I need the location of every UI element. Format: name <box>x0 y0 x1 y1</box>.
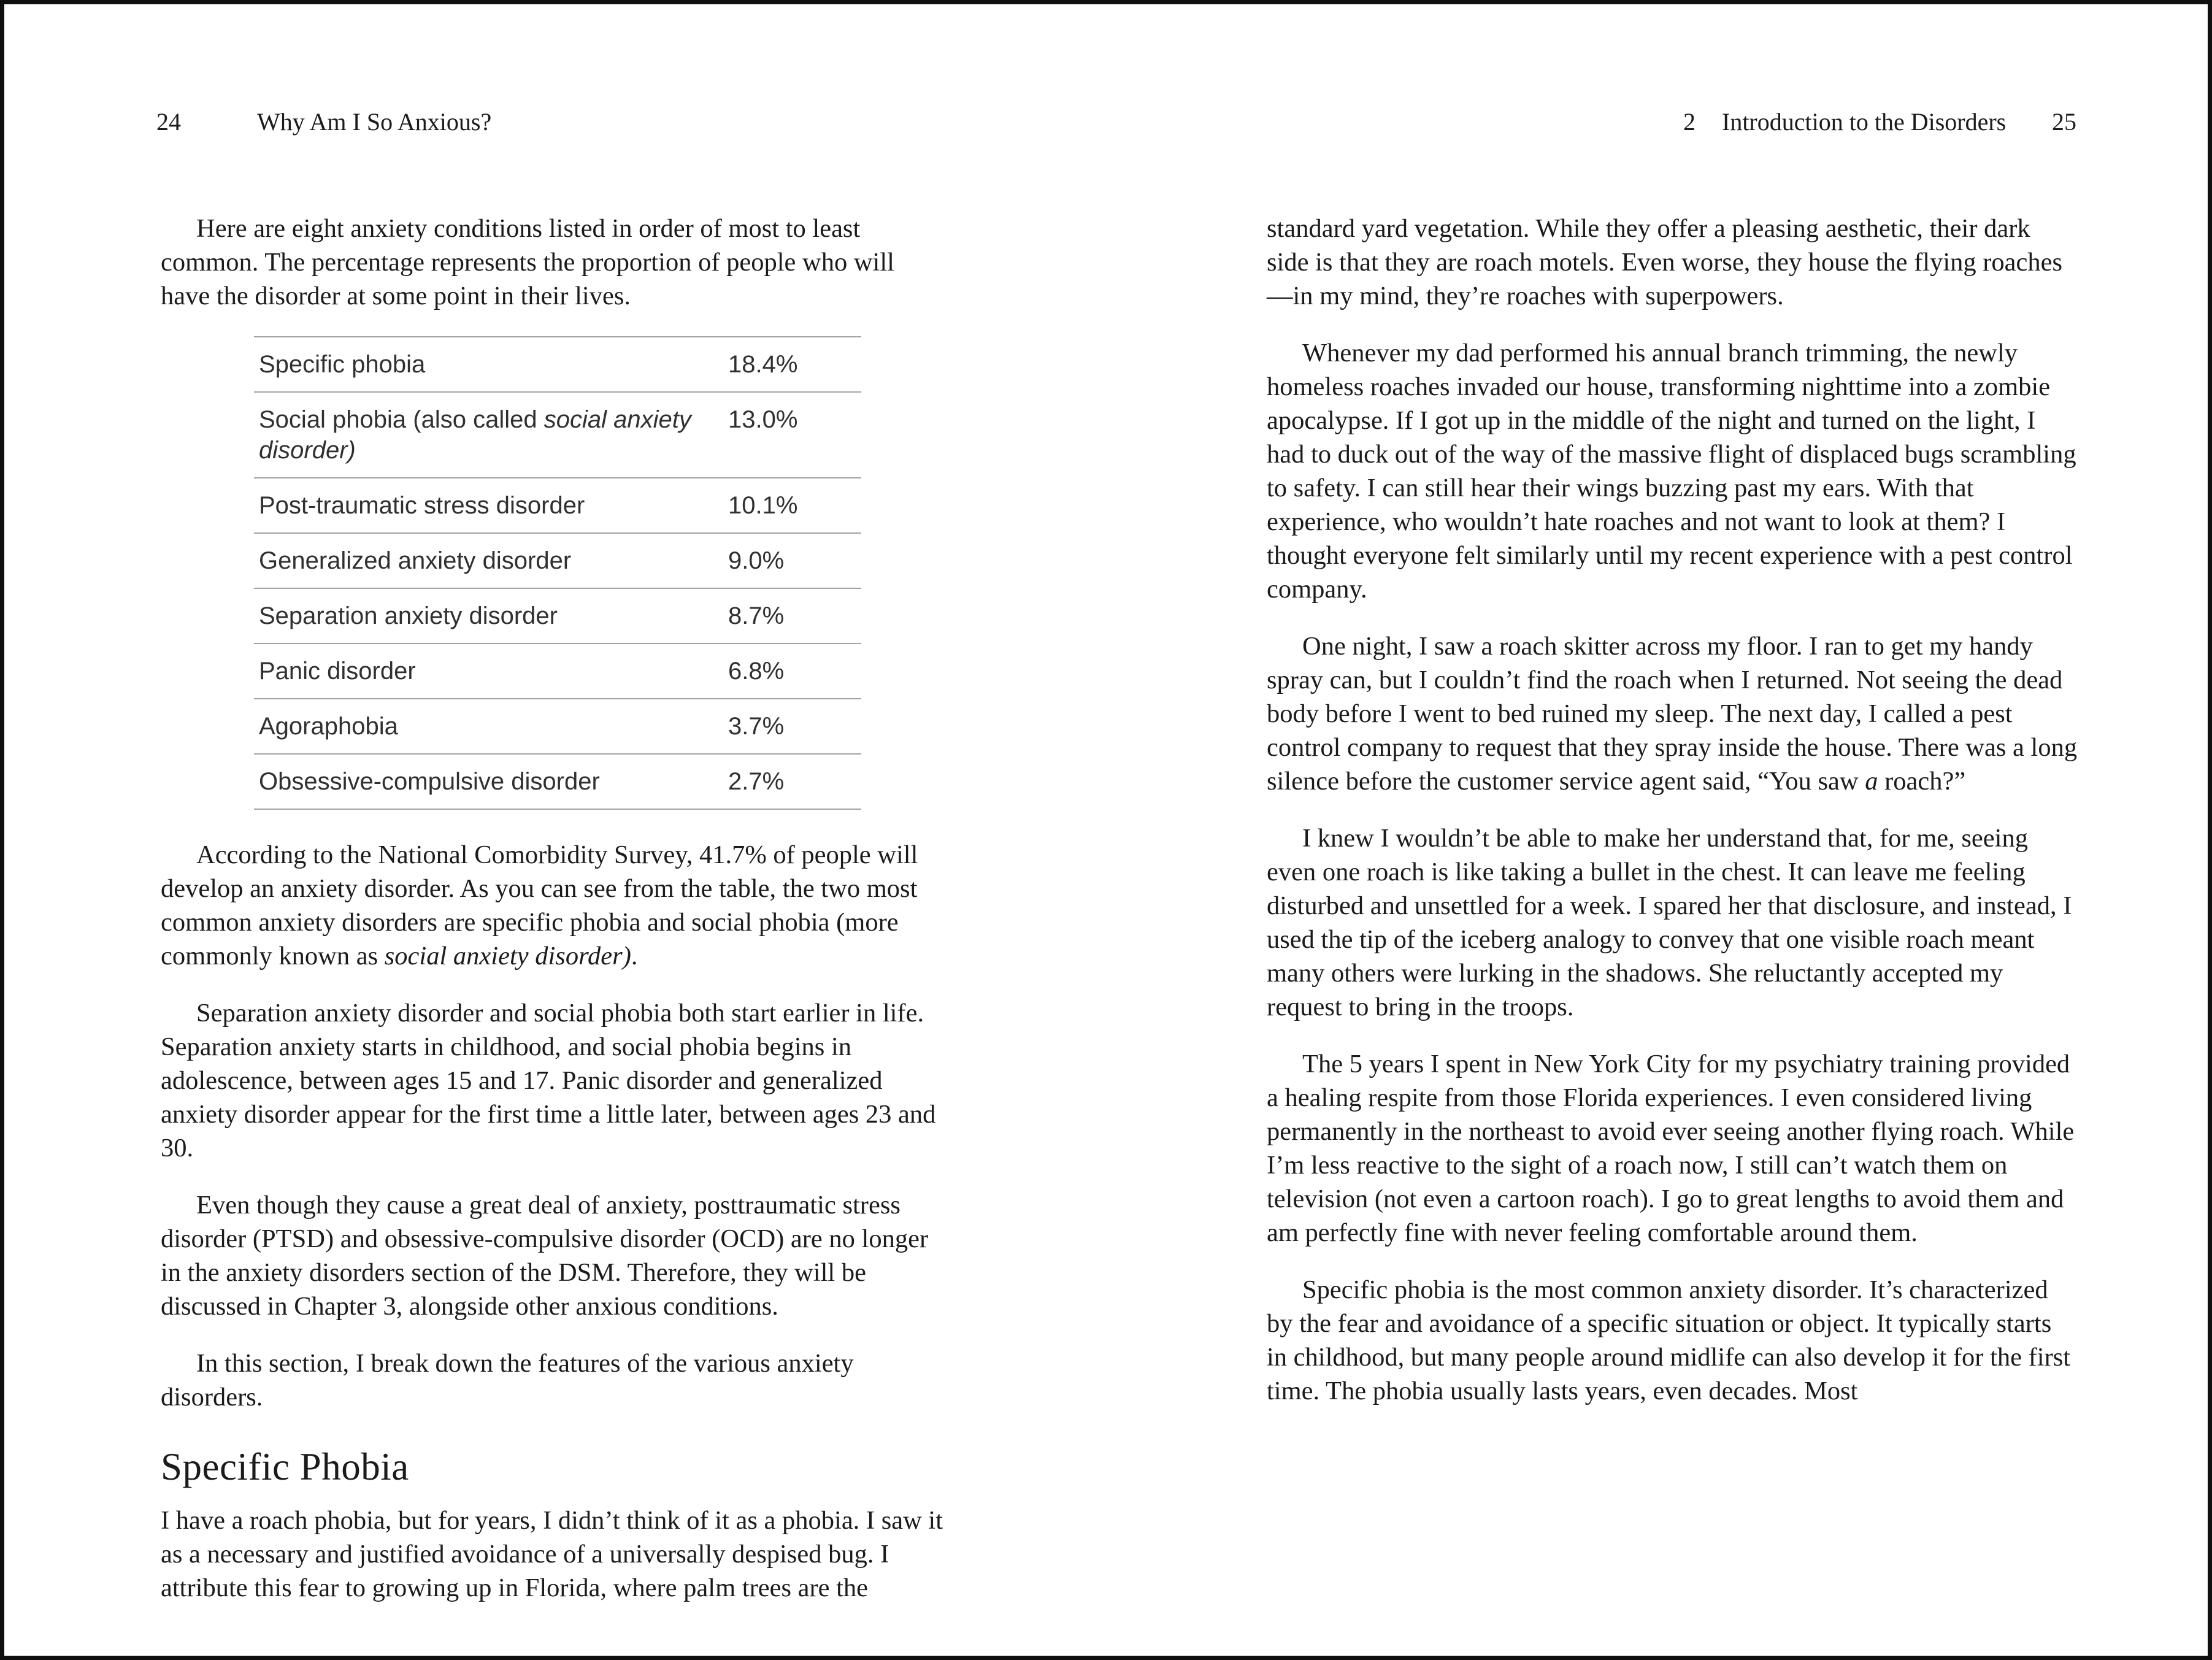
right-page-text-column <box>1267 212 2078 1408</box>
paragraph-according <box>161 838 947 973</box>
right-page-number: 25 <box>2052 108 2076 136</box>
chapter-number: 2 <box>1683 108 1695 136</box>
paragraph-segment: According to the National Comorbidity Survey, 41.7% of people will develop an anxiety disorder. As you can see from the table, the two most common anxiety disorders are specific phobia and social phobia (more commonly known as <box>161 840 918 970</box>
paragraph-separation: Separation anxiety disorder and social phobia both start earlier in life. Separation anxiety starts in childhood, and social phobia begins in adolescence, between ages 15 and 17. Panic disorder and generalized anxiety disorder appear for the first time a little later, between ages 23 and 30. <box>161 999 936 1162</box>
table-row <box>254 478 861 533</box>
table-cell-disorder: Specific phobia <box>259 351 426 378</box>
section-heading-specific-phobia: Specific Phobia <box>161 1445 409 1488</box>
left-page-number: 24 <box>156 108 181 136</box>
table-cell-disorder: Social phobia (also called social anxiety disorder) <box>259 406 691 464</box>
table-cell-percentage: 9.0% <box>728 547 785 574</box>
right-running-head: Introduction to the Disorders <box>1722 108 2007 136</box>
paragraph-segment-italic: a <box>1865 767 1878 796</box>
table-row <box>254 754 861 809</box>
table-cell-percentage: 2.7% <box>728 768 785 795</box>
table-row <box>254 699 861 754</box>
paragraph-intro: Here are eight anxiety conditions listed in order of most to least common. The percentage represents the proportion of people who will have the disorder at some point in their lives. <box>161 214 894 310</box>
paragraph-whenever: Whenever my dad performed his annual branch trimming, the newly homeless roaches invaded our house, transforming nighttime into a zombie apocalypse. If I got up in the middle of the night and turned on the light, I had to duck out of the way of the massive flight of displaced bugs scrambling to safety. I can still hear their wings buzzing past my ears. With that experience, who wouldn’t hate roaches and not want to look at them? I thought everyone felt similarly until my recent experience with a pest control company. <box>1267 339 2076 604</box>
table-row <box>254 644 861 699</box>
paragraph-five-years: The 5 years I spent in New York City for my psychiatry training provided a healing respite from those Florida experiences. I even considered living permanently in the northeast to avoid ever seeing another flying roach. While I’m less reactive to the sight of a roach now, I still can’t watch them on television (not even a cartoon roach). I go to great lengths to avoid them and am perfectly fine with never feeling comfortable around them. <box>1267 1050 2075 1247</box>
table-cell-disorder: Separation anxiety disorder <box>259 602 558 629</box>
table-cell-percentage: 8.7% <box>728 602 785 629</box>
paragraph-in-this-section: In this section, I break down the features of the various anxiety disorders. <box>161 1349 854 1412</box>
paragraph-segment: . <box>631 942 638 970</box>
table-row <box>254 392 861 478</box>
left-page-text-column <box>161 212 947 1605</box>
paragraph-segment: roach?” <box>1878 767 1966 796</box>
table-row <box>254 533 861 588</box>
table-row <box>254 337 861 392</box>
table-row <box>254 588 861 644</box>
table-cell-disorder: Obsessive-compulsive disorder <box>259 768 600 795</box>
paragraph-standard-yard: standard yard vegetation. While they offer a pleasing aesthetic, their dark side is that they are roach motels. Even worse, they house the flying roaches—in my mind, they’re roaches with superpowers. <box>1267 214 2063 310</box>
paragraph-even-though: Even though they cause a great deal of anxiety, posttraumatic stress disorder (PTSD) and obsessive-compulsive disorder (OCD) are no longer in the anxiety disorders section of the DSM. Therefore, they will be discussed in Chapter 3, alongside other anxious conditions. <box>161 1191 929 1321</box>
table-cell-disorder: Generalized anxiety disorder <box>259 547 572 574</box>
paragraph-specific-phobia: Specific phobia is the most common anxiety disorder. It’s characterized by the fear and avoidance of a specific situation or object. It typically starts in childhood, but many people around midlife can also develop it for the first time. The phobia usually lasts years, even decades. Most <box>1267 1275 2071 1405</box>
table-cell-percentage: 3.7% <box>728 713 785 740</box>
paragraph-segment-italic: social anxiety disorder) <box>384 942 631 970</box>
table-cell-percentage: 6.8% <box>728 658 785 685</box>
table-cell-disorder: Post-traumatic stress disorder <box>259 492 585 519</box>
table-cell-percentage: 10.1% <box>728 492 798 519</box>
anxiety-prevalence-table <box>254 336 861 810</box>
table-cell-disorder: Panic disorder <box>259 658 416 685</box>
table-cell-percentage: 13.0% <box>728 406 798 433</box>
table-cell-disorder: Agoraphobia <box>259 713 398 740</box>
table-cell-percentage: 18.4% <box>728 351 798 378</box>
paragraph-i-knew: I knew I wouldn’t be able to make her understand that, for me, seeing even one roach is like taking a bullet in the chest. It can leave me feeling disturbed and unsettled for a week. I spared her that disclosure, and instead, I used the tip of the iceberg analogy to convey that one visible roach meant many others were lurking in the shadows. She reluctantly accepted my request to bring in the troops. <box>1267 824 2072 1021</box>
paragraph-roach-phobia: I have a roach phobia, but for years, I didn’t think of it as a phobia. I saw it as a necessary and justified avoidance of a universally despised bug. I attribute this fear to growing up in Florida, where palm trees are the <box>161 1506 943 1602</box>
paragraph-segment: One night, I saw a roach skitter across my floor. I ran to get my handy spray can, but I couldn’t find the roach when I returned. Not seeing the dead body before I went to bed ruined my sleep. The next day, I called a pest control company to request that they spray inside the house. There was a long silence before the customer service agent said, “You saw <box>1267 632 2078 796</box>
left-running-head: Why Am I So Anxious? <box>257 108 492 136</box>
anxiety-prevalence-table-body <box>254 337 861 809</box>
paragraph-one-night <box>1267 629 2078 798</box>
